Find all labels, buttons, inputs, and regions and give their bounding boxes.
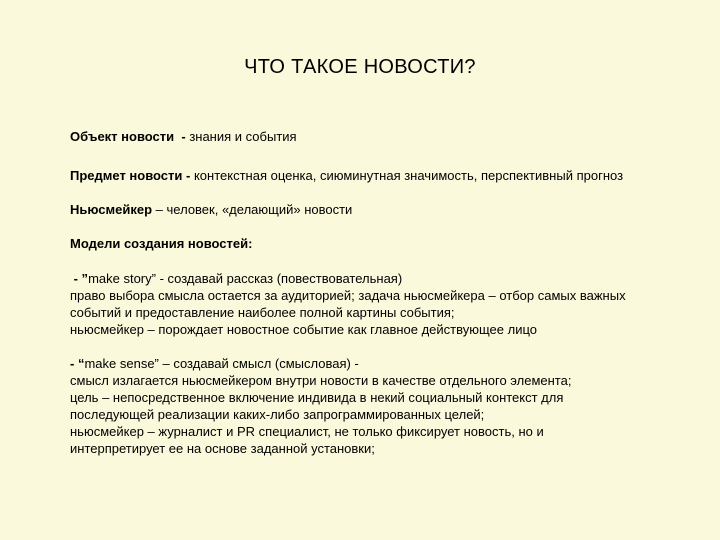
subject-text: контекстная оценка, сиюминутная значимость, перспективный прогноз: [193, 168, 624, 183]
newsmaker-line: [70, 201, 352, 218]
make-sense-line: цель – непосредственное включение индивида в некий социальный контекст для: [70, 390, 564, 405]
make-sense-line: ньюсмейкер – журналист и PR специалист, не только фиксирует новость, но и: [70, 424, 544, 439]
newsmaker-label: Ньюсмейкер: [70, 202, 153, 217]
make-sense-line: последующей реализации каких-либо запрограммированных целей;: [70, 407, 485, 422]
make-sense-rest: ” – создавай смысл (смысловая) -: [154, 356, 359, 371]
make-sense-line: смысл излагается ньюсмейкером внутри новости в качестве отдельного элемента;: [70, 373, 572, 388]
make-sense-term: make sense: [84, 356, 155, 371]
models-heading: Модели создания новостей:: [70, 236, 253, 251]
make-sense-line: интерпретирует ее на основе заданной установки;: [70, 441, 375, 456]
object-label: Объект новости: [70, 129, 175, 144]
make-sense-prefix: - “: [70, 356, 85, 371]
make-story-line: ньюсмейкер – порождает новостное событие как главное действующее лицо: [70, 322, 537, 337]
make-story-heading: [70, 270, 690, 287]
subject-label: Предмет новости: [70, 168, 183, 183]
make-story-rest: ” - создавай рассказ (повествовательная): [151, 271, 403, 286]
object-line: [70, 128, 297, 145]
object-separator: -: [174, 129, 190, 144]
make-sense-heading: [70, 355, 690, 372]
make-story-block: [70, 270, 690, 338]
object-text: знания и события: [189, 129, 297, 144]
subject-line: [70, 167, 623, 184]
make-story-line: право выбора смысла остается за аудиторией; задача ньюсмейкера – отбор самых важных: [70, 288, 626, 303]
slide-title: ЧТО ТАКОЕ НОВОСТИ?: [244, 56, 476, 78]
newsmaker-text: – человек, «делающий» новости: [152, 202, 353, 217]
make-story-term: make story: [88, 271, 152, 286]
make-story-prefix: - ”: [70, 271, 89, 286]
subject-separator: -: [182, 168, 194, 183]
make-story-line: событий и предоставление наиболее полной картины события;: [70, 305, 455, 320]
make-sense-block: [70, 355, 690, 457]
